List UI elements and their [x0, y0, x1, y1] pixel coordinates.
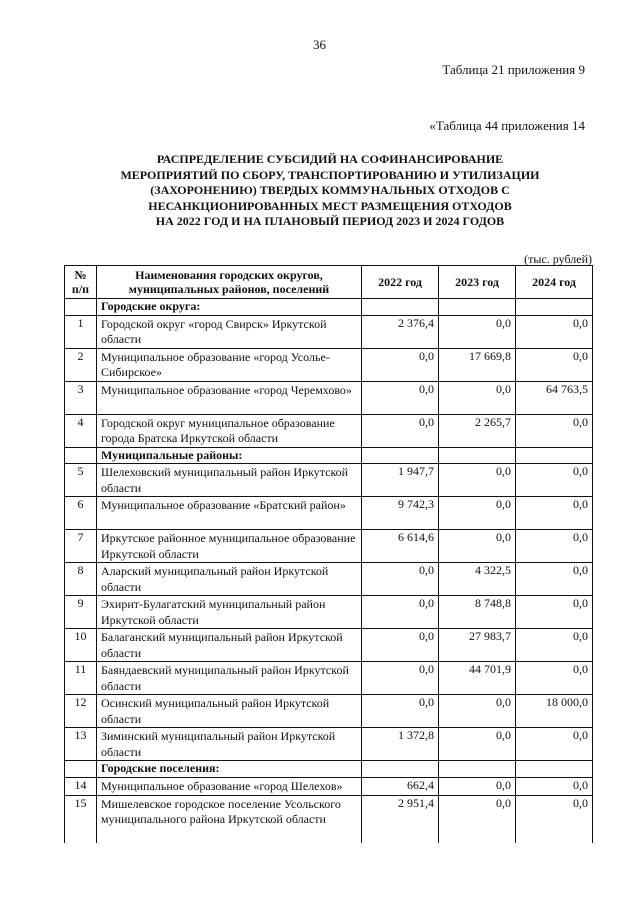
section-no-cell: [65, 447, 97, 464]
section-no-cell: [65, 761, 97, 778]
title-line: НА 2022 ГОД И НА ПЛАНОВЫЙ ПЕРИОД 2023 И 2024 ГОДОВ: [155, 214, 505, 228]
row-number: 6: [65, 497, 97, 530]
section-empty-cell: [362, 761, 439, 778]
value-2024: 0,0: [516, 728, 593, 761]
table-header-row: [65, 266, 593, 299]
value-2022: 0,0: [362, 348, 439, 381]
section-title: Муниципальные районы:: [97, 447, 362, 464]
header-name: Наименования городских округов, муниципальных районов, поселений: [97, 266, 362, 299]
row-number: 7: [65, 530, 97, 563]
municipality-name: Муниципальное образование «город Черемхово»: [97, 381, 362, 414]
table-row: [65, 381, 593, 414]
section-row: [65, 299, 593, 316]
value-2023: 17 669,8: [439, 348, 516, 381]
section-empty-cell: [439, 299, 516, 316]
value-2022: 1 947,7: [362, 464, 439, 497]
section-empty-cell: [516, 761, 593, 778]
value-2022: 0,0: [362, 381, 439, 414]
value-2023: 0,0: [439, 381, 516, 414]
title-line: НЕСАНКЦИОНИРОВАННЫХ МЕСТ РАЗМЕЩЕНИЯ ОТХОДОВ: [148, 198, 512, 213]
row-number: 4: [65, 414, 97, 447]
value-2024: 0,0: [516, 662, 593, 695]
value-2024: 0,0: [516, 530, 593, 563]
row-number: 1: [65, 315, 97, 348]
value-2023: 44 701,9: [439, 662, 516, 695]
section-empty-cell: [516, 447, 593, 464]
value-2022: 2 951,4: [362, 795, 439, 843]
value-2022: 2 376,4: [362, 315, 439, 348]
row-number: 8: [65, 563, 97, 596]
value-2024: 64 763,5: [516, 381, 593, 414]
value-2024: 0,0: [516, 497, 593, 530]
table-body: [65, 299, 593, 843]
value-2023: 0,0: [439, 777, 516, 795]
table-row: [65, 596, 593, 629]
title-line: РАСПРЕДЕЛЕНИЕ СУБСИДИЙ НА СОФИНАНСИРОВАНИЕ: [156, 152, 504, 166]
value-2024: 0,0: [516, 315, 593, 348]
document-title: [100, 152, 560, 230]
page-number: 36: [313, 37, 326, 52]
row-number: 9: [65, 596, 97, 629]
value-2024: 0,0: [516, 563, 593, 596]
row-number: 14: [65, 777, 97, 795]
value-2022: 9 742,3: [362, 497, 439, 530]
table-row: [65, 629, 593, 662]
table-reference: Таблица 21 приложения 9: [442, 62, 585, 77]
municipality-name: Мишелевское городское поселение Усольского муниципального района Иркутской области: [97, 795, 362, 843]
table-row: [65, 728, 593, 761]
municipality-name: Городской округ муниципальное образование города Братска Иркутской области: [97, 414, 362, 447]
section-empty-cell: [362, 447, 439, 464]
municipality-name: Зиминский муниципальный район Иркутской области: [97, 728, 362, 761]
title-line: МЕРОПРИЯТИЙ ПО СБОРУ, ТРАНСПОРТИРОВАНИЮ И УТИЛИЗАЦИИ: [120, 167, 540, 182]
table-row: [65, 348, 593, 381]
table-row: [65, 695, 593, 728]
value-2023: 4 322,5: [439, 563, 516, 596]
row-number: 2: [65, 348, 97, 381]
value-2024: 0,0: [516, 596, 593, 629]
value-2024: 0,0: [516, 464, 593, 497]
section-empty-cell: [439, 447, 516, 464]
value-2023: 2 265,7: [439, 414, 516, 447]
row-number: 10: [65, 629, 97, 662]
value-2023: 0,0: [439, 464, 516, 497]
value-2024: 0,0: [516, 629, 593, 662]
section-empty-cell: [362, 299, 439, 316]
value-2023: 0,0: [439, 530, 516, 563]
value-2022: 0,0: [362, 596, 439, 629]
municipality-name: Городской округ «город Свирск» Иркутской области: [97, 315, 362, 348]
value-2023: 0,0: [439, 497, 516, 530]
municipality-name: Осинский муниципальный район Иркутской области: [97, 695, 362, 728]
value-2023: 0,0: [439, 315, 516, 348]
table-row: [65, 795, 593, 843]
value-2023: 8 748,8: [439, 596, 516, 629]
municipality-name: Муниципальное образование «город Усолье-Сибирское»: [97, 348, 362, 381]
value-2023: 27 983,7: [439, 629, 516, 662]
value-2022: 662,4: [362, 777, 439, 795]
value-2023: 0,0: [439, 728, 516, 761]
table-row: [65, 777, 593, 795]
source-table-reference: «Таблица 44 приложения 14: [429, 118, 585, 133]
value-2022: 6 614,6: [362, 530, 439, 563]
municipality-name: Аларский муниципальный район Иркутской области: [97, 563, 362, 596]
section-row: [65, 447, 593, 464]
table-row: [65, 662, 593, 695]
title-line: (ЗАХОРОНЕНИЮ) ТВЕРДЫХ КОММУНАЛЬНЫХ ОТХОДОВ С: [150, 183, 510, 197]
section-title: Городские округа:: [97, 299, 362, 316]
section-empty-cell: [439, 761, 516, 778]
section-empty-cell: [516, 299, 593, 316]
municipality-name: Баяндаевский муниципальный район Иркутской области: [97, 662, 362, 695]
row-number: 13: [65, 728, 97, 761]
section-row: [65, 761, 593, 778]
table-row: [65, 497, 593, 530]
value-2022: 0,0: [362, 662, 439, 695]
municipality-name: Шелеховский муниципальный район Иркутской области: [97, 464, 362, 497]
value-2022: 0,0: [362, 563, 439, 596]
header-2024: 2024 год: [516, 266, 593, 299]
section-title: Городские поселения:: [97, 761, 362, 778]
municipality-name: Муниципальное образование «Братский район»: [97, 497, 362, 530]
section-no-cell: [65, 299, 97, 316]
value-2024: 0,0: [516, 414, 593, 447]
header-2022: 2022 год: [362, 266, 439, 299]
value-2024: 0,0: [516, 777, 593, 795]
value-2022: 0,0: [362, 695, 439, 728]
table-row: [65, 414, 593, 447]
value-2022: 0,0: [362, 629, 439, 662]
table-row: [65, 563, 593, 596]
municipality-name: Балаганский муниципальный район Иркутской области: [97, 629, 362, 662]
value-2024: 0,0: [516, 348, 593, 381]
municipality-name: Иркутское районное муниципальное образование Иркутской области: [97, 530, 362, 563]
subsidy-table: [64, 265, 593, 843]
value-2024: 18 000,0: [516, 695, 593, 728]
value-2022: 1 372,8: [362, 728, 439, 761]
row-number: 15: [65, 795, 97, 843]
row-number: 5: [65, 464, 97, 497]
value-2024: 0,0: [516, 795, 593, 843]
value-2023: 0,0: [439, 795, 516, 843]
header-2023: 2023 год: [439, 266, 516, 299]
row-number: 11: [65, 662, 97, 695]
value-2022: 0,0: [362, 414, 439, 447]
table-row: [65, 464, 593, 497]
row-number: 3: [65, 381, 97, 414]
table-row: [65, 530, 593, 563]
municipality-name: Муниципальное образование «город Шелехов»: [97, 777, 362, 795]
municipality-name: Эхирит-Булагатский муниципальный район Иркутской области: [97, 596, 362, 629]
header-no: № п/п: [65, 266, 97, 299]
unit-label: (тыс. рублей): [524, 252, 592, 266]
row-number: 12: [65, 695, 97, 728]
value-2023: 0,0: [439, 695, 516, 728]
table-row: [65, 315, 593, 348]
